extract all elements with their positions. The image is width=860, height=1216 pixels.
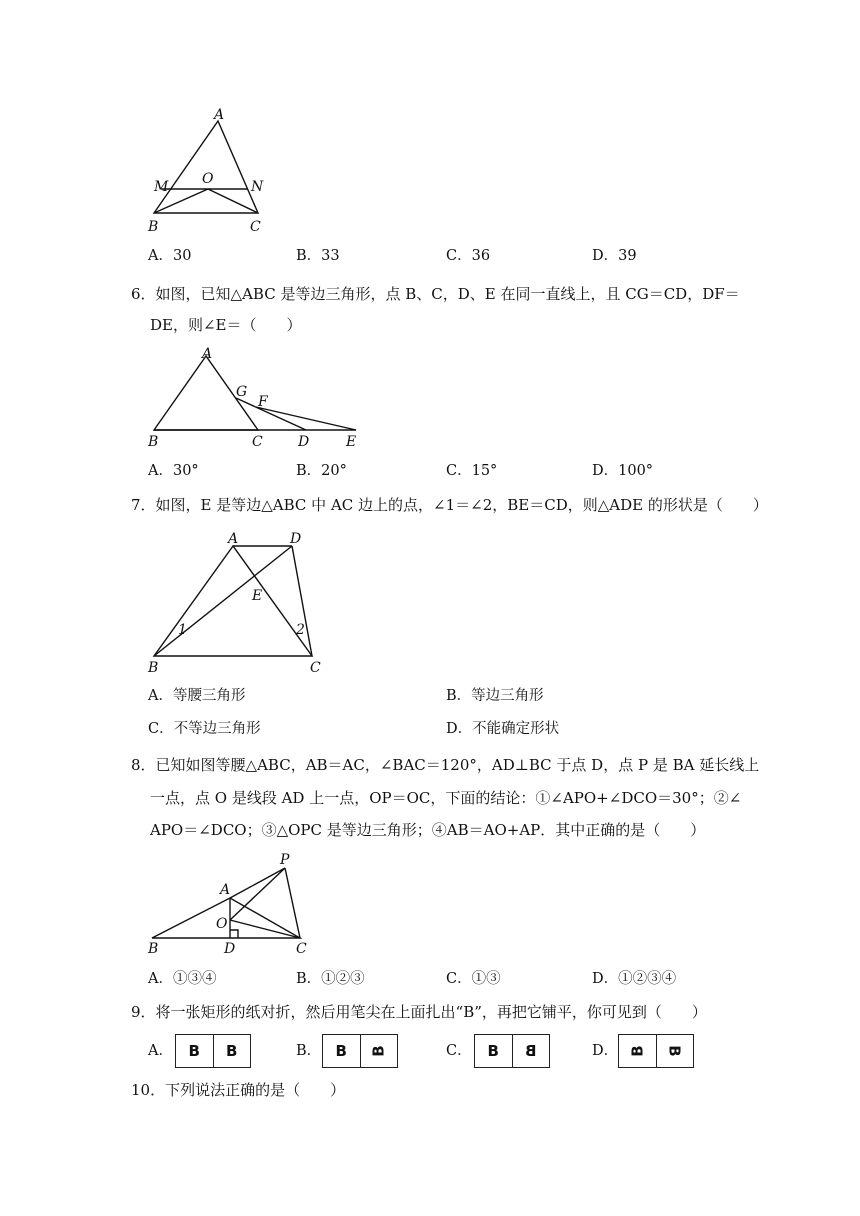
q9-option-b-label: B．: [296, 1043, 322, 1059]
q6-option-d: D．100°: [592, 463, 654, 479]
letter-b-rotated: B: [665, 1045, 684, 1057]
q6-figure: [140, 342, 370, 452]
label-A: A: [214, 107, 225, 123]
q8-question-line3: APO＝∠DCO；③△OPC 是等边三角形；④AB＝AO+AP．其中正确的是（ ）: [150, 821, 706, 839]
letter-b-mirrored: B: [525, 1042, 537, 1060]
q8-option-d: D．①②③④: [592, 971, 677, 987]
q6-question-line2: DE，则∠E＝（ ）: [150, 316, 302, 334]
label-B: B: [148, 219, 159, 235]
label-2: 2: [296, 622, 305, 638]
q9-option-c-box: [474, 1034, 550, 1068]
q6-option-a: A．30°: [148, 463, 199, 479]
q9-option-c-label: C．: [446, 1043, 472, 1059]
label-D: D: [224, 941, 236, 957]
q9-option-d-label: D．: [592, 1043, 619, 1059]
label-C: C: [296, 941, 307, 957]
q7-option-c: C．不等边三角形: [148, 721, 261, 737]
q10-question-line1: 10．下列说法正确的是（ ）: [131, 1081, 346, 1099]
label-E: E: [346, 434, 357, 450]
q6-question-line1: 6．如图，已知△ABC 是等边三角形，点 B、C，D、E 在同一直线上，且 CG＝CD，DF＝: [131, 285, 740, 303]
q7-option-d: D．不能确定形状: [446, 721, 560, 737]
q8-figure: [140, 850, 320, 960]
q9-option-a-box: [175, 1034, 251, 1068]
q5-figure: [140, 105, 280, 240]
q9-option-b-box: [322, 1034, 398, 1068]
q8-question-line1: 8．已知如图等腰△ABC，AB＝AC，∠BAC＝120°，AD⊥BC 于点 D，点 P 是 BA 延长线上: [131, 756, 760, 774]
q7-question-line1: 7．如图，E 是等边△ABC 中 AC 边上的点，∠1＝∠2，BE＝CD，则△ADE 的形状是（ ）: [131, 496, 768, 514]
q7-option-b: B．等边三角形: [446, 688, 544, 704]
q8-question-line2: 一点，点 O 是线段 AD 上一点，OP＝OC，下面的结论：①∠APO+∠DCO＝30°；②∠: [150, 789, 742, 807]
q5-option-d: D．39: [592, 248, 637, 264]
label-E: E: [252, 588, 263, 604]
label-O: O: [202, 171, 214, 187]
label-F: F: [258, 394, 268, 410]
label-B: B: [148, 434, 159, 450]
label-1: 1: [178, 622, 187, 638]
letter-b: B: [188, 1042, 200, 1060]
label-D: D: [298, 434, 310, 450]
letter-b: B: [335, 1042, 347, 1060]
label-C: C: [310, 660, 321, 676]
q8-option-a: A．①③④: [148, 971, 217, 987]
label-A: A: [202, 346, 213, 362]
q5-option-b: B．33: [296, 248, 340, 264]
q8-option-b: B．①②③: [296, 971, 365, 987]
q9-question-line1: 9．将一张矩形的纸对折，然后用笔尖在上面扎出“B”，再把它铺平，你可见到（ ）: [131, 1003, 707, 1021]
letter-b-rotated: B: [369, 1045, 388, 1057]
label-M: M: [154, 179, 169, 195]
q6-option-c: C．15°: [446, 463, 498, 479]
q9-option-d-box: [618, 1034, 694, 1068]
label-C: C: [252, 434, 263, 450]
letter-b: B: [487, 1042, 499, 1060]
label-A: A: [220, 882, 231, 898]
label-C: C: [250, 219, 261, 235]
q7-option-a: A．等腰三角形: [148, 688, 246, 704]
letter-b-rotated: B: [628, 1045, 647, 1057]
label-B: B: [148, 941, 159, 957]
q7-figure: [140, 528, 340, 676]
q5-option-c: C．36: [446, 248, 491, 264]
q8-option-c: C．①③: [446, 971, 501, 987]
label-G: G: [236, 384, 248, 400]
label-P: P: [280, 852, 290, 868]
label-N: N: [251, 179, 264, 195]
q5-option-a: A．30: [148, 248, 192, 264]
label-O: O: [216, 916, 228, 932]
q6-option-b: B．20°: [296, 463, 347, 479]
label-B: B: [148, 660, 159, 676]
letter-b: B: [213, 1035, 251, 1067]
q9-option-a-label: A．: [148, 1043, 173, 1059]
label-A: A: [228, 531, 239, 547]
label-D: D: [290, 531, 302, 547]
